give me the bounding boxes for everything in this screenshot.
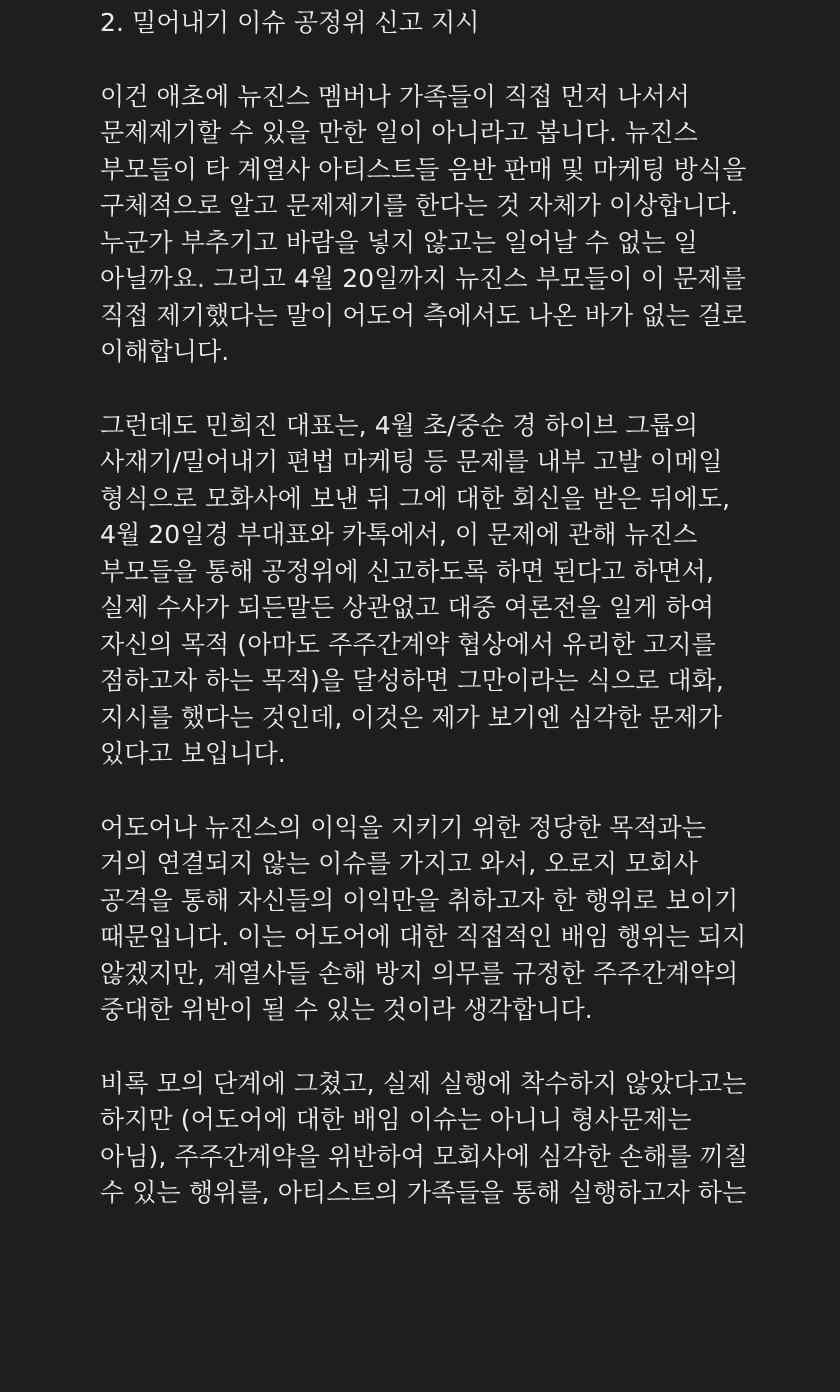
- text-line: 않겠지만, 계열사들 손해 방지 의무를 규정한 주주간계약의: [100, 958, 739, 988]
- text-line: 이건 애초에 뉴진스 멤버나 가족들이 직접 먼저 나서서: [100, 81, 690, 111]
- text-line: 직접 제기했다는 말이 어도어 측에서도 나온 바가 없는 걸로: [100, 300, 747, 330]
- text-line: 때문입니다. 이는 어도어에 대한 직접적인 배임 행위는 되지: [100, 922, 747, 951]
- text-line: 4월 20일경 부대표와 카톡에서, 이 문제에 관해 뉴진스: [100, 520, 698, 549]
- section-heading: 2. 밀어내기 이슈 공정위 신고 지시: [100, 8, 480, 37]
- text-line: 지시를 했다는 것인데, 이것은 제가 보기엔 심각한 문제가: [100, 702, 723, 732]
- text-line: 아닐까요. 그리고 4월 20일까지 뉴진스 부모들이 이 문제를: [100, 264, 746, 293]
- text-line: 점하고자 하는 목적)을 달성하면 그만이라는 식으로 대화,: [100, 666, 724, 695]
- text-line: 누군가 부추기고 바람을 넣지 않고는 일어날 수 없는 일: [100, 227, 698, 257]
- text-line: 실제 수사가 되든말든 상관없고 대중 여론전을 일게 하여: [100, 593, 715, 622]
- text-line: 하지만 (어도어에 대한 배임 이슈는 아니니 형사문제는: [100, 1105, 692, 1134]
- text-line: 자신의 목적 (아마도 주주간계약 협상에서 유리한 고지를: [100, 629, 716, 659]
- paragraph-4: [100, 1066, 840, 1212]
- paragraph-3: [100, 810, 840, 1029]
- text-line: 부모들을 통해 공정위에 신고하도록 하면 된다고 하면서,: [100, 556, 715, 586]
- text-line: 수 있는 행위를, 아티스트의 가족들을 통해 실행하고자 하는: [100, 1178, 747, 1207]
- text-line: 있다고 보입니다.: [100, 739, 286, 768]
- text-line: 이해합니다.: [100, 337, 230, 366]
- text-line: 비록 모의 단계에 그쳤고, 실제 실행에 착수하지 않았다고는: [100, 1068, 747, 1098]
- text-line: 어도어나 뉴진스의 이익을 지키기 위한 정당한 목적과는: [100, 812, 707, 842]
- paragraph-2: [100, 408, 840, 773]
- text-line: 그런데도 민희진 대표는, 4월 초/중순 경 하이브 그룹의: [100, 410, 699, 440]
- text-line: 구체적으로 알고 문제제기를 한다는 것 자체가 이상합니다.: [100, 191, 739, 220]
- text-line: 거의 연결되지 않는 이슈를 가지고 와서, 오로지 모회사: [100, 849, 698, 878]
- text-line: 문제제기할 수 있을 만한 일이 아니라고 봅니다. 뉴진스: [100, 118, 698, 147]
- text-line: 중대한 위반이 될 수 있는 것이라 생각합니다.: [100, 995, 593, 1024]
- text-line: 형식으로 모화사에 보낸 뒤 그에 대한 회신을 받은 뒤에도,: [100, 483, 731, 513]
- text-line: 공격을 통해 자신들의 이익만을 취하고자 한 행위로 보이기: [100, 885, 739, 915]
- text-line: 부모들이 타 계열사 아티스트들 음반 판매 및 마케팅 방식을: [100, 154, 747, 184]
- text-line: 아님), 주주간계약을 위반하여 모회사에 심각한 손해를 끼칠: [100, 1141, 749, 1171]
- paragraph-1: [100, 79, 840, 371]
- text-line: 사재기/밀어내기 편법 마케팅 등 문제를 내부 고발 이메일: [100, 447, 723, 476]
